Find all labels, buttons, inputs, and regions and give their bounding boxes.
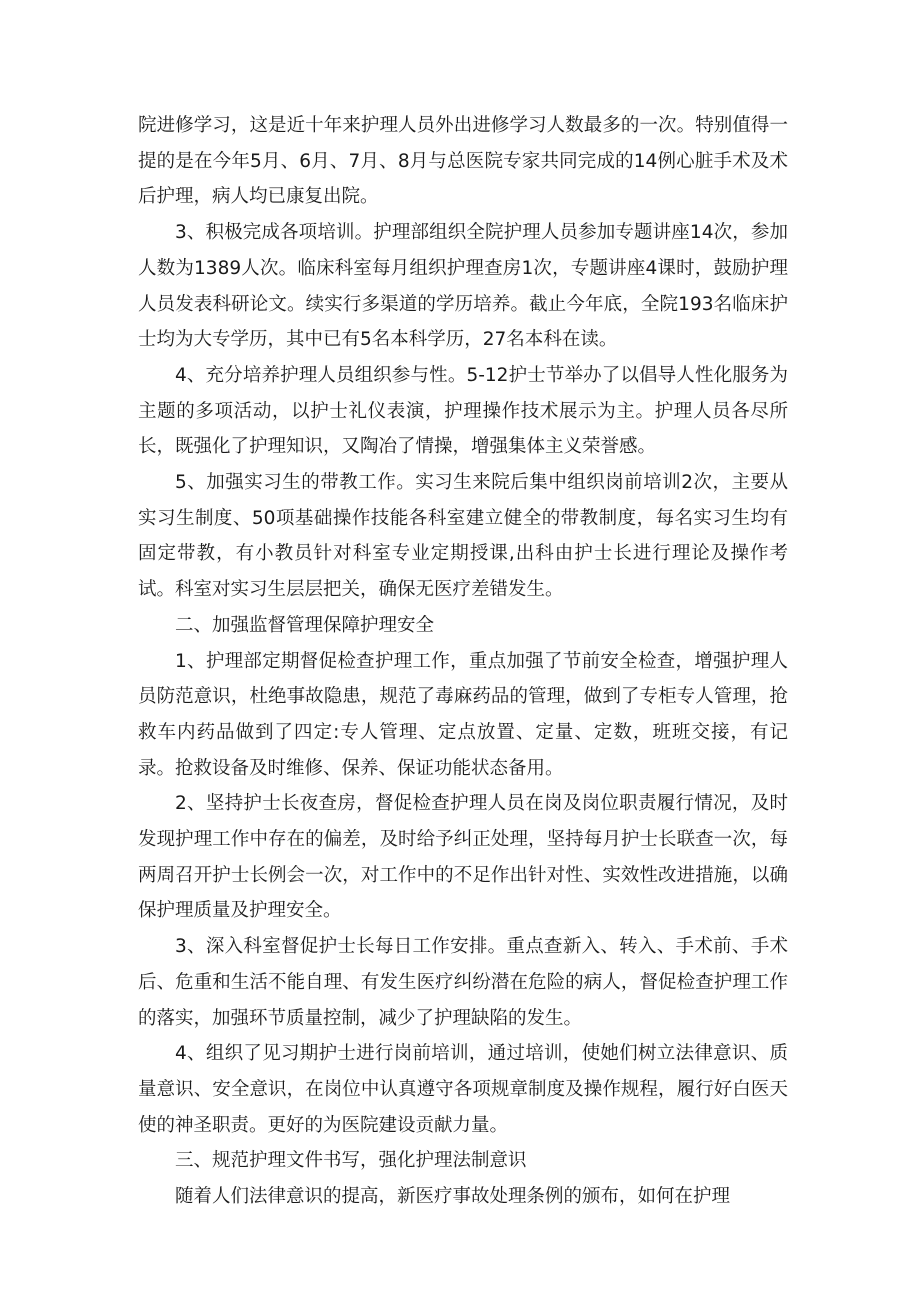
section-heading-documentation: 三、规范护理文件书写，强化护理法制意识 bbox=[175, 1150, 527, 1172]
paragraph-continuation: 院进修学习，这是近十年来护理人员外出进修学习人数最多的一次。特别值得一提的是在今年5月、6月、7月、8月与总医院专家共同完成的14例心脏手术及术后护理，病人均已康复出院。 bbox=[138, 115, 788, 208]
paragraph-intern-teaching: 5、加强实习生的带教工作。实习生来院后集中组织岗前培训2次，主要从实习生制度、50项基础操作技能各科室建立健全的带教制度，每名实习生均有固定带教，有小教员针对科室专业定期授课,出科由护士长进行理论及操作考试。科室对实习生层层把关，确保无医疗差错发生。 bbox=[138, 472, 788, 601]
section-heading-supervision: 二、加强监督管理保障护理安全 bbox=[175, 614, 435, 636]
paragraph-probation-training: 4、组织了见习期护士进行岗前培训，通过培训，使她们树立法律意识、质量意识、安全意识，在岗位中认真遵守各项规章制度及操作规程，履行好白医天使的神圣职责。更好的为医院建设贡献力量。 bbox=[138, 1043, 788, 1136]
paragraph-daily-work: 3、深入科室督促护士长每日工作安排。重点查新入、转入、手术前、手术后、危重和生活不能自理、有发生医疗纠纷潜在危险的病人，督促检查护理工作的落实，加强环节质量控制，减少了护理缺陷的发生。 bbox=[138, 936, 788, 1029]
paragraph-inspection: 1、护理部定期督促检查护理工作，重点加强了节前安全检查，增强护理人员防范意识，杜绝事故隐患，规范了毒麻药品的管理，做到了专柜专人管理，抢救车内药品做到了四定:专人管理、定点放置、定量、定数，班班交接，有记录。抢救设备及时维修、保养、保证功能状态备用。 bbox=[138, 650, 788, 779]
paragraph-training: 3、积极完成各项培训。护理部组织全院护理人员参加专题讲座14次，参加人数为1389人次。临床科室每月组织护理查房1次，专题讲座4课时，鼓励护理人员发表科研论文。续实行多渠道的学历培养。截止今年底，全院193名临床护士均为大专学历，其中已有5名本科学历，27名本科在读。 bbox=[138, 222, 788, 351]
paragraph-participation: 4、充分培养护理人员组织参与性。5-12护士节举办了以倡导人性化服务为主题的多项活动，以护士礼仪表演，护理操作技术展示为主。护理人员各尽所长，既强化了护理知识，又陶冶了情操，增强集体主义荣誉感。 bbox=[138, 364, 788, 458]
document-body bbox=[138, 108, 788, 1215]
paragraph-legal-awareness: 随着人们法律意识的提高，新医疗事故处理条例的颁布，如何在护理 bbox=[175, 1186, 731, 1208]
paragraph-night-rounds: 2、坚持护士长夜查房，督促检查护理人员在岗及岗位职责履行情况，及时发现护理工作中存在的偏差，及时给予纠正处理，坚持每月护士长联查一次，每两周召开护士长例会一次，对工作中的不足作出针对性、实效性改进措施，以确保护理质量及护理安全。 bbox=[138, 793, 788, 922]
